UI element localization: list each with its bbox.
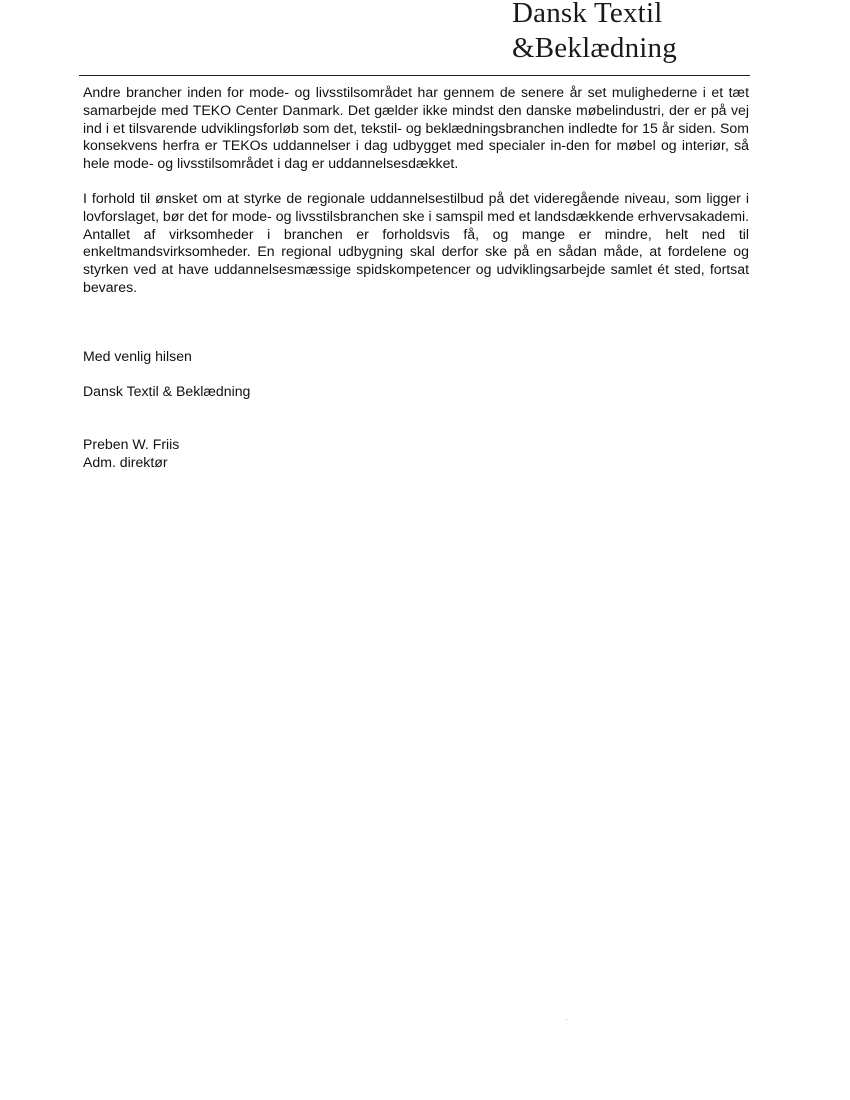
- closing-organization: Dansk Textil & Beklædning: [83, 383, 251, 399]
- signatory-title: Adm. direktør: [83, 454, 168, 470]
- closing-greeting: Med venlig hilsen: [83, 348, 192, 364]
- letterhead-logo: [512, 0, 677, 66]
- scan-speck: [566, 1019, 567, 1020]
- letterhead-line-1: Dansk Textil: [512, 0, 663, 29]
- letterhead-line-2: &Beklædning: [512, 32, 677, 64]
- paragraph-1: Andre brancher inden for mode- og livsstilsområdet har gennem de senere år set mulighederne i et tæt samarbejde med TEKO Center Danmark. Det gælder ikke mindst den danske møbelindustri, der er på vej ind i et tilsvarende udviklingsforløb som det, tekstil- og beklædningsbranchen indledte for 15 år siden. Som konsekvens herfra er TEKOs uddannelser i dag udbygget med specialer in-den for møbel og interiør, så hele mode- og livsstilsområdet i dag er uddannelsesdækket.: [83, 84, 749, 172]
- header-divider: [79, 75, 750, 76]
- signatory-name: Preben W. Friis: [83, 436, 180, 452]
- paragraph-2: I forhold til ønsket om at styrke de regionale uddannelsestilbud på det videregående niveau, som ligger i lovforslaget, bør det for mode- og livsstilsbranchen ske i samspil med et landsdækkende erhvervsakademi. Antallet af virksomheder i branchen er forholdsvis få, og mange er mindre, helt ned til enkeltmandsvirksomheder. En regional udbygning skal derfor ske på en sådan måde, at fordelene og styrken ved at have uddannelsesmæssige spidskompetencer og udviklingsarbejde samlet ét sted, fortsat bevares.: [83, 189, 749, 295]
- letter-body: [83, 84, 749, 314]
